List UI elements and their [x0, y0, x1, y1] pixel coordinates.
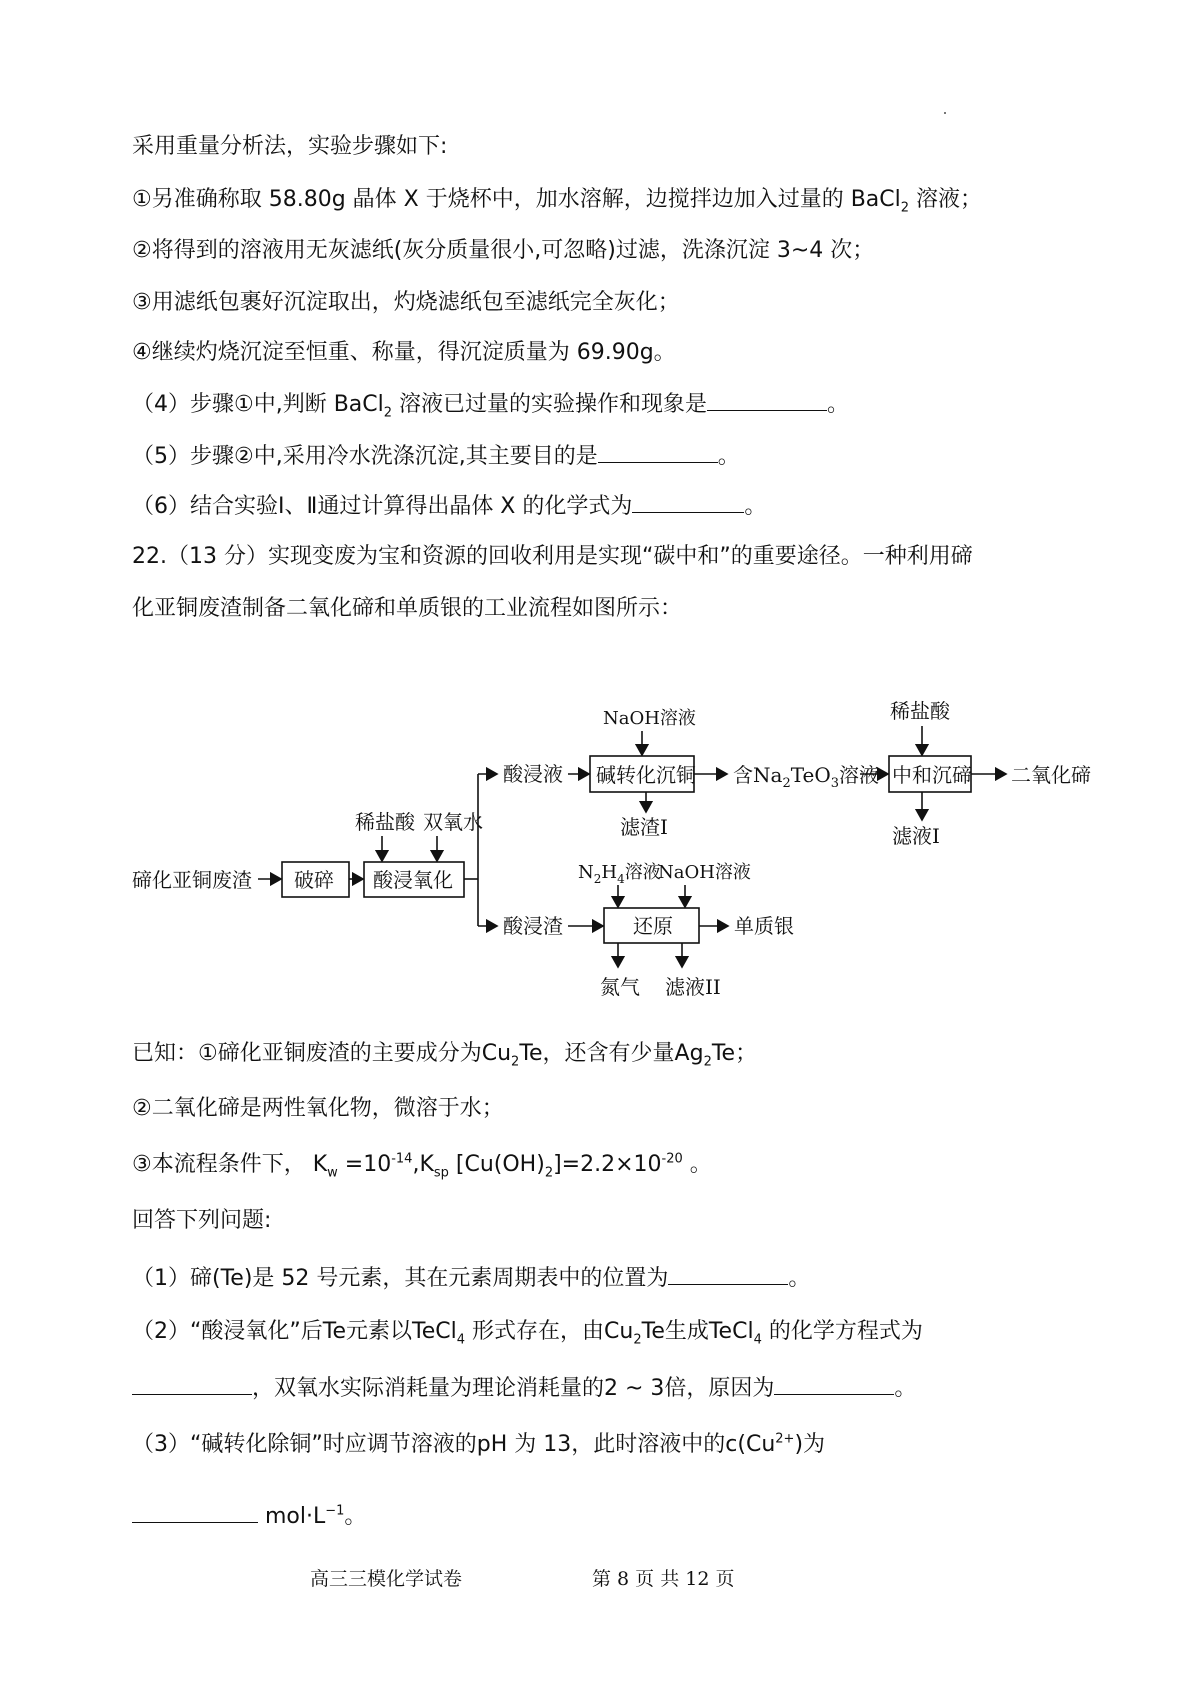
node-crush-label: 破碎 [294, 868, 334, 892]
question-22-3-cont: $mol\cdot L^{-1}$。 [132, 1500, 366, 1532]
question-6: （6）结合实验Ⅰ、Ⅱ通过计算得出晶体 X 的化学式为 。 [132, 490, 766, 522]
input-hcl: 稀盐酸 [355, 810, 415, 834]
known-1: 已知：①碲化亚铜废渣的主要成分为$Cu_2Te$，还含有少量$Ag_2Te$； [132, 1041, 758, 1070]
node-na2teo3: 含$Na_2TeO_3$溶液 [733, 763, 880, 791]
input-naoh: NaOH溶液 [603, 708, 696, 729]
known-3: ③本流程条件下， $K_w =10^{-14},K_{sp}$ $[Cu(OH)_2]=2.2\times 10^{-20}$ 。 [132, 1151, 712, 1181]
output-residue1: 滤渣I [620, 815, 668, 839]
question-4: （4）步骤①中,判断 BaCl$_2$ 溶液已过量的实验操作和现象是 。 [132, 388, 849, 420]
input-h2o2: 双氧水 [423, 810, 483, 834]
step-3: ③用滤纸包裹好沉淀取出，灼烧滤纸包至滤纸完全灰化； [132, 290, 680, 315]
question-5: （5）步骤②中,采用冷水洗涤沉淀,其主要目的是 。 [132, 440, 740, 472]
answer-blank[interactable] [132, 1500, 258, 1523]
output-silver: 单质银 [734, 914, 794, 938]
footer-page-number: 第 8 页 共 12 页 [592, 1568, 735, 1590]
step-2: ②将得到的溶液用无灰滤纸(灰分质量很小,可忽略)过滤，洗涤沉淀 3~4 次； [132, 238, 875, 263]
input-n2h4: $N_2H_4$溶液 [578, 862, 661, 886]
question-22-header: 22.（13 分）实现变废为宝和资源的回收利用是实现“碳中和”的重要途径。一种利用碲 [132, 544, 973, 569]
node-start: 碲化亚铜废渣 [132, 868, 252, 892]
question-22-3: （3）“碱转化除铜”时应调节溶液的pH 为 13，此时溶液中的$c(Cu^{2+})$为 [132, 1431, 826, 1457]
step-1: ①另准确称取 58.80g 晶体 X 于烧杯中，加水溶解，边搅拌边加入过量的 BaCl$_2$ 溶液； [132, 187, 983, 216]
answer-blank[interactable] [668, 1262, 788, 1285]
intro-line: 采用重量分析法，实验步骤如下: [132, 134, 448, 159]
output-teo2: 二氧化碲 [1011, 763, 1091, 787]
input-hcl2: 稀盐酸 [890, 699, 950, 723]
question-22-2: （2）“酸浸氧化”后Te元素以TeCl$_4$ 形式存在，由$Cu_2Te$生成TeCl$_4$ 的化学方程式为 [132, 1319, 923, 1348]
step-4: ④继续灼烧沉淀至恒重、称量，得沉淀质量为 69.90g。 [132, 340, 676, 365]
node-leach-liquor: 酸浸液 [503, 762, 563, 786]
node-acid-ox-label: 酸浸氧化 [373, 868, 453, 892]
node-alkali-label: 碱转化沉铜 [596, 763, 696, 787]
output-nitrogen: 氮气 [600, 975, 640, 999]
node-leach-residue: 酸浸渣 [503, 914, 563, 938]
known-2: ②二氧化碲是两性氧化物，微溶于水； [132, 1096, 504, 1121]
output-filtrate1: 滤液I [892, 824, 940, 848]
footer-exam-title: 高三三模化学试卷 [310, 1568, 463, 1590]
answer-blank[interactable] [774, 1372, 894, 1395]
questions-heading: 回答下列问题: [132, 1208, 272, 1233]
input-naoh2: NaOH溶液 [658, 862, 751, 883]
question-22-1: （1）碲(Te)是 52 号元素，其在元素周期表中的位置为 。 [132, 1262, 810, 1294]
output-filtrate2: 滤液II [665, 975, 721, 999]
node-neutralize-label: 中和沉碲 [892, 763, 972, 787]
node-reduce-label: 还原 [633, 914, 673, 938]
question-22-header-cont: 化亚铜废渣制备二氧化碲和单质银的工业流程如图所示： [132, 596, 683, 621]
question-22-2-cont: ，双氧水实际消耗量为理论消耗量的2 ~ 3倍，原因为 。 [132, 1372, 916, 1404]
answer-blank[interactable] [132, 1372, 252, 1395]
